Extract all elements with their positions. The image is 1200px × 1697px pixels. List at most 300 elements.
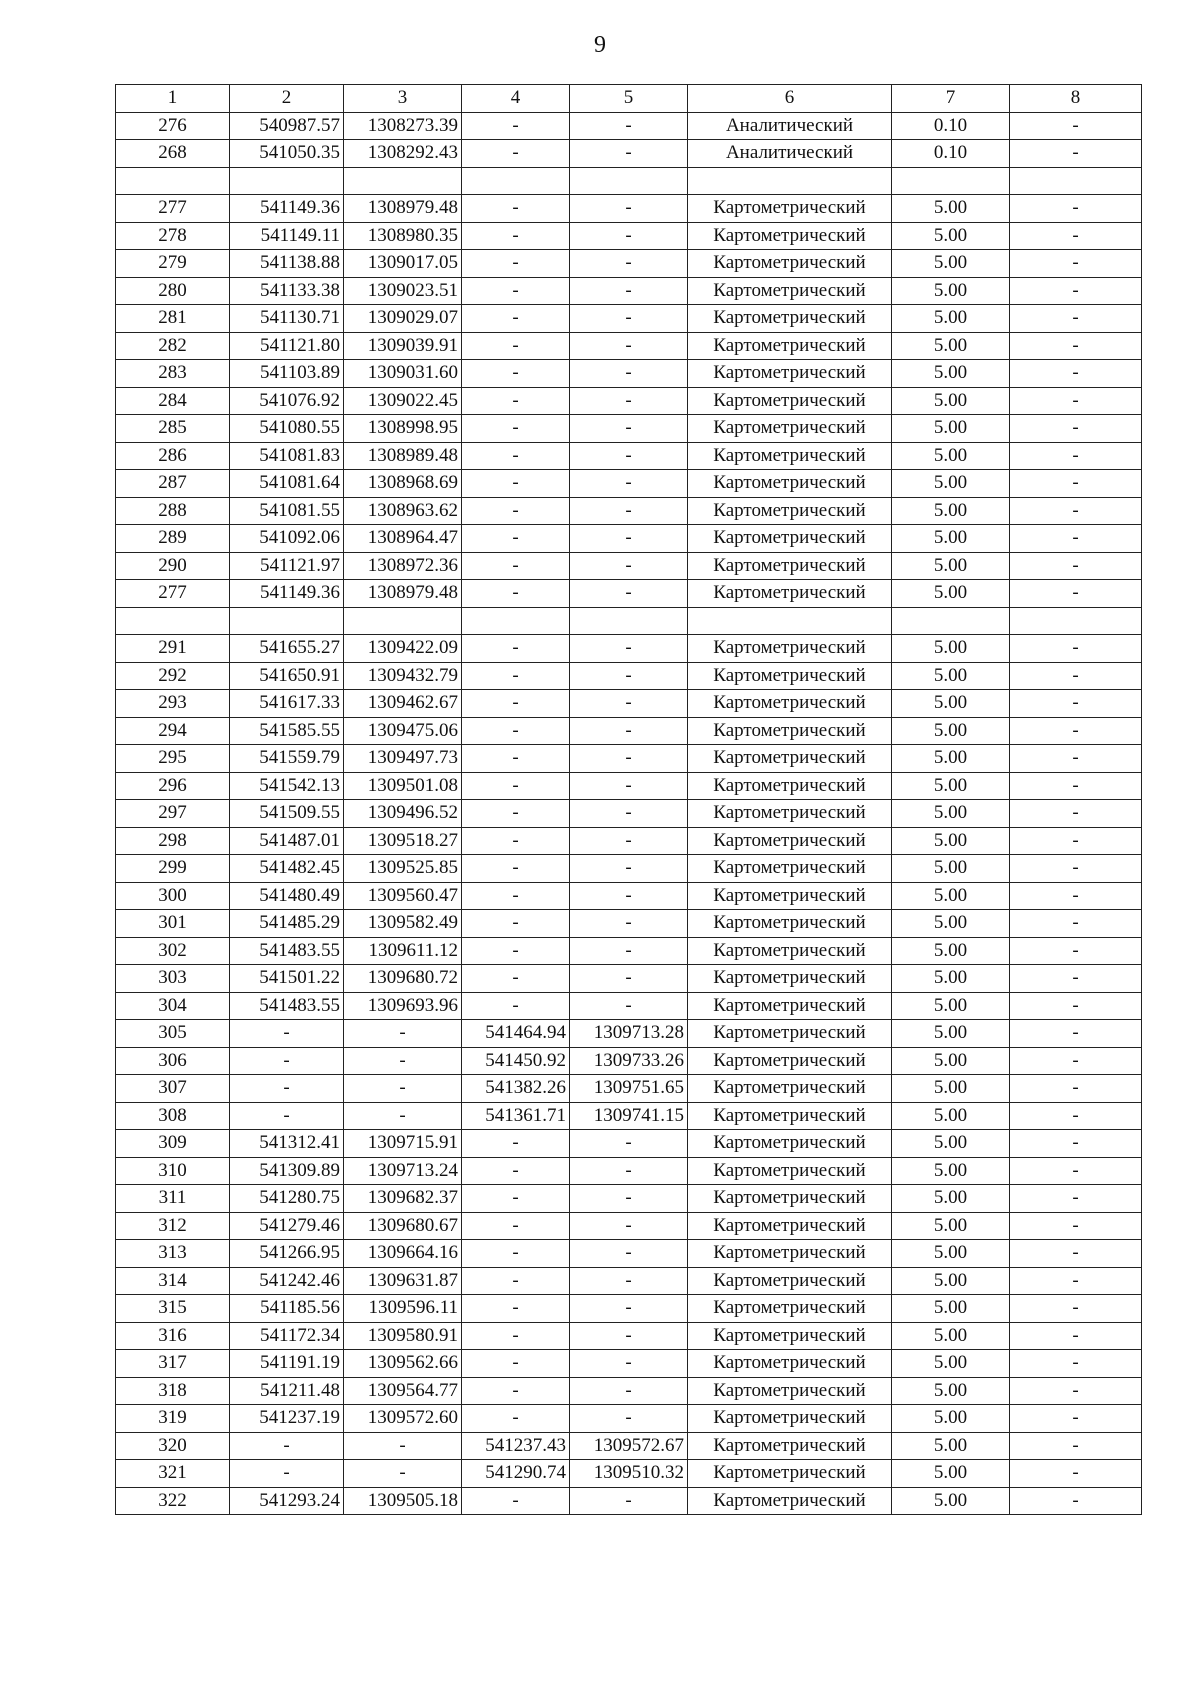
table-cell: - (462, 525, 570, 553)
table-cell: 541149.11 (230, 222, 344, 250)
table-cell: - (462, 1130, 570, 1158)
table-cell: 293 (116, 690, 230, 718)
table-cell: 541293.24 (230, 1487, 344, 1515)
table-cell: - (1010, 1432, 1142, 1460)
table-cell: Картометрический (688, 1185, 892, 1213)
table-cell: 1309682.37 (344, 1185, 462, 1213)
table-cell: 316 (116, 1322, 230, 1350)
table-cell: 5.00 (892, 1487, 1010, 1515)
table-row (116, 470, 1142, 498)
table-cell: 307 (116, 1075, 230, 1103)
table-cell: - (462, 470, 570, 498)
table-cell: - (462, 442, 570, 470)
table-cell: - (570, 662, 688, 690)
separator-row (116, 607, 1142, 635)
table-cell (570, 167, 688, 195)
table-cell (116, 167, 230, 195)
table-cell: - (462, 332, 570, 360)
table-cell: Картометрический (688, 387, 892, 415)
table-cell: 541237.43 (462, 1432, 570, 1460)
table-cell: 1308968.69 (344, 470, 462, 498)
table-row (116, 690, 1142, 718)
table-cell: - (570, 992, 688, 1020)
table-cell: 1309664.16 (344, 1240, 462, 1268)
table-cell: - (570, 580, 688, 608)
table-cell: 1308979.48 (344, 195, 462, 223)
table-cell: - (462, 1487, 570, 1515)
table-row (116, 745, 1142, 773)
table-cell: 1309715.91 (344, 1130, 462, 1158)
table-cell: 5.00 (892, 1295, 1010, 1323)
table-cell: - (570, 140, 688, 168)
table-cell: Картометрический (688, 277, 892, 305)
table-cell: 541483.55 (230, 937, 344, 965)
table-cell: Картометрический (688, 470, 892, 498)
table-cell: - (1010, 1020, 1142, 1048)
table-cell: 1309580.91 (344, 1322, 462, 1350)
table-cell: 298 (116, 827, 230, 855)
table-cell: - (344, 1047, 462, 1075)
column-header: 3 (344, 85, 462, 113)
table-cell: 541585.55 (230, 717, 344, 745)
table-body (116, 112, 1142, 1515)
table-cell: 321 (116, 1460, 230, 1488)
table-cell: - (1010, 1130, 1142, 1158)
table-cell: - (462, 1350, 570, 1378)
table-cell: - (462, 800, 570, 828)
table-cell: 319 (116, 1405, 230, 1433)
table-cell: - (1010, 910, 1142, 938)
table-row (116, 525, 1142, 553)
separator-row (116, 167, 1142, 195)
table-cell: - (1010, 140, 1142, 168)
table-cell (116, 607, 230, 635)
table-cell: 5.00 (892, 470, 1010, 498)
table-cell: - (462, 580, 570, 608)
table-row (116, 1487, 1142, 1515)
table-cell: 541309.89 (230, 1157, 344, 1185)
table-cell: 279 (116, 250, 230, 278)
table-cell: 5.00 (892, 580, 1010, 608)
coordinates-table (115, 84, 1142, 1515)
table-cell: - (462, 745, 570, 773)
table-cell: 1309572.67 (570, 1432, 688, 1460)
table-cell: - (462, 910, 570, 938)
table-cell: - (1010, 1322, 1142, 1350)
table-row (116, 1350, 1142, 1378)
table-cell: - (570, 717, 688, 745)
table-cell: - (462, 882, 570, 910)
table-cell: 1308972.36 (344, 552, 462, 580)
table-cell: 541185.56 (230, 1295, 344, 1323)
table-row (116, 332, 1142, 360)
table-cell: - (462, 1212, 570, 1240)
table-row (116, 1240, 1142, 1268)
table-cell: - (1010, 937, 1142, 965)
table-cell: 317 (116, 1350, 230, 1378)
table-row (116, 442, 1142, 470)
table-cell: - (570, 415, 688, 443)
table-cell: Картометрический (688, 1295, 892, 1323)
table-cell: 322 (116, 1487, 230, 1515)
table-row (116, 992, 1142, 1020)
table-cell: Картометрический (688, 442, 892, 470)
table-cell: Картометрический (688, 1460, 892, 1488)
table-cell: 541149.36 (230, 195, 344, 223)
table-cell: 541480.49 (230, 882, 344, 910)
table-cell: 320 (116, 1432, 230, 1460)
column-header: 4 (462, 85, 570, 113)
table-cell: - (462, 690, 570, 718)
table-cell: 541450.92 (462, 1047, 570, 1075)
table-cell: 541076.92 (230, 387, 344, 415)
table-cell: - (230, 1432, 344, 1460)
table-cell: 5.00 (892, 772, 1010, 800)
table-cell: - (462, 965, 570, 993)
table-header (116, 85, 1142, 113)
table-cell: 541382.26 (462, 1075, 570, 1103)
table-cell: 541559.79 (230, 745, 344, 773)
table-cell: Картометрический (688, 800, 892, 828)
table-cell: 1309741.15 (570, 1102, 688, 1130)
table-cell: - (462, 1267, 570, 1295)
table-cell: - (1010, 635, 1142, 663)
table-cell: - (1010, 470, 1142, 498)
table-cell: Картометрический (688, 1212, 892, 1240)
table-cell: - (462, 1240, 570, 1268)
table-row (116, 635, 1142, 663)
table-cell: 1309518.27 (344, 827, 462, 855)
table-cell: - (230, 1075, 344, 1103)
table-row (116, 1102, 1142, 1130)
table-cell: 1309733.26 (570, 1047, 688, 1075)
table-cell: 1309560.47 (344, 882, 462, 910)
table-cell: 5.00 (892, 1432, 1010, 1460)
table-cell: - (570, 965, 688, 993)
table-cell: 1309631.87 (344, 1267, 462, 1295)
table-cell: - (570, 277, 688, 305)
table-cell: 1309505.18 (344, 1487, 462, 1515)
table-cell: 5.00 (892, 332, 1010, 360)
column-header: 6 (688, 85, 892, 113)
table-cell: 541487.01 (230, 827, 344, 855)
table-row (116, 1157, 1142, 1185)
table-cell: - (1010, 717, 1142, 745)
table-row (116, 937, 1142, 965)
table-cell: 5.00 (892, 800, 1010, 828)
table-cell: - (1010, 690, 1142, 718)
table-cell: 280 (116, 277, 230, 305)
table-cell: Картометрический (688, 332, 892, 360)
table-cell: 314 (116, 1267, 230, 1295)
table-cell: Картометрический (688, 690, 892, 718)
table-cell: - (570, 772, 688, 800)
column-header: 5 (570, 85, 688, 113)
table-cell: - (462, 992, 570, 1020)
table-cell (230, 607, 344, 635)
table-cell: - (570, 855, 688, 883)
table-cell: Картометрический (688, 580, 892, 608)
table-cell: 5.00 (892, 827, 1010, 855)
table-cell: Картометрический (688, 717, 892, 745)
table-cell: - (462, 662, 570, 690)
table-cell: - (344, 1432, 462, 1460)
table-cell: Картометрический (688, 1432, 892, 1460)
table-row (116, 497, 1142, 525)
table-cell: 541050.35 (230, 140, 344, 168)
table-cell: - (462, 195, 570, 223)
table-cell: Картометрический (688, 222, 892, 250)
table-cell: 1309562.66 (344, 1350, 462, 1378)
table-cell: Картометрический (688, 855, 892, 883)
table-cell: 541650.91 (230, 662, 344, 690)
table-cell: - (462, 112, 570, 140)
table-cell: 1309432.79 (344, 662, 462, 690)
table-cell: - (570, 552, 688, 580)
table-cell: Аналитический (688, 112, 892, 140)
table-cell: Картометрический (688, 910, 892, 938)
table-cell: 541542.13 (230, 772, 344, 800)
table-cell: 311 (116, 1185, 230, 1213)
table-cell: Картометрический (688, 1405, 892, 1433)
header-row (116, 85, 1142, 113)
table-cell: Картометрический (688, 772, 892, 800)
table-cell: 541133.38 (230, 277, 344, 305)
table-cell: - (570, 250, 688, 278)
table-cell: 541242.46 (230, 1267, 344, 1295)
table-cell: 1309422.09 (344, 635, 462, 663)
table-cell: - (462, 552, 570, 580)
table-cell: 541130.71 (230, 305, 344, 333)
table-cell: Картометрический (688, 965, 892, 993)
table-cell: - (462, 1377, 570, 1405)
table-cell: - (1010, 745, 1142, 773)
table-cell: Картометрический (688, 497, 892, 525)
table-cell: 541482.45 (230, 855, 344, 883)
table-cell: - (1010, 415, 1142, 443)
table-row (116, 387, 1142, 415)
table-cell: - (462, 305, 570, 333)
table-cell: - (1010, 1405, 1142, 1433)
table-cell: Картометрический (688, 662, 892, 690)
table-cell: 5.00 (892, 965, 1010, 993)
table-cell: 1309525.85 (344, 855, 462, 883)
table-cell: - (1010, 800, 1142, 828)
table-cell: - (1010, 112, 1142, 140)
table-cell: 5.00 (892, 1185, 1010, 1213)
table-cell: 301 (116, 910, 230, 938)
table-cell: 5.00 (892, 415, 1010, 443)
table-cell: 5.00 (892, 1322, 1010, 1350)
table-cell: Картометрический (688, 195, 892, 223)
table-cell: 299 (116, 855, 230, 883)
table-cell: 305 (116, 1020, 230, 1048)
table-cell: 541092.06 (230, 525, 344, 553)
table-cell: - (1010, 332, 1142, 360)
table-cell: 1309713.28 (570, 1020, 688, 1048)
table-cell: - (462, 497, 570, 525)
table-cell: - (1010, 1267, 1142, 1295)
table-cell: 1309564.77 (344, 1377, 462, 1405)
table-cell: Картометрический (688, 1020, 892, 1048)
table-cell: 541483.55 (230, 992, 344, 1020)
table-cell: 285 (116, 415, 230, 443)
table-row (116, 222, 1142, 250)
table-row (116, 717, 1142, 745)
table-row (116, 882, 1142, 910)
table-cell: 5.00 (892, 690, 1010, 718)
table-cell: - (570, 937, 688, 965)
table-cell: - (462, 635, 570, 663)
table-cell: Картометрический (688, 1240, 892, 1268)
table-cell (570, 607, 688, 635)
table-cell: - (1010, 222, 1142, 250)
table-cell: 541237.19 (230, 1405, 344, 1433)
table-row (116, 140, 1142, 168)
table-cell: 541290.74 (462, 1460, 570, 1488)
table-cell: 1308273.39 (344, 112, 462, 140)
table-cell: - (570, 1295, 688, 1323)
table-cell: 5.00 (892, 910, 1010, 938)
table-cell: 5.00 (892, 250, 1010, 278)
table-cell: 5.00 (892, 635, 1010, 663)
table-row (116, 662, 1142, 690)
table-cell: - (1010, 360, 1142, 388)
table-cell: 1308292.43 (344, 140, 462, 168)
table-cell: 1309510.32 (570, 1460, 688, 1488)
table-row (116, 1322, 1142, 1350)
table-cell: - (1010, 1377, 1142, 1405)
table-cell: - (1010, 1157, 1142, 1185)
table-cell: 541509.55 (230, 800, 344, 828)
table-cell: 276 (116, 112, 230, 140)
table-cell: - (570, 690, 688, 718)
table-cell: 5.00 (892, 195, 1010, 223)
table-cell: 541149.36 (230, 580, 344, 608)
table-cell: - (462, 772, 570, 800)
table-cell: - (1010, 855, 1142, 883)
table-cell (344, 607, 462, 635)
table-cell: - (570, 112, 688, 140)
table-cell: 286 (116, 442, 230, 470)
table-cell: - (1010, 965, 1142, 993)
table-cell: - (1010, 1350, 1142, 1378)
table-cell: 1309462.67 (344, 690, 462, 718)
table-row (116, 827, 1142, 855)
table-cell: 296 (116, 772, 230, 800)
table-cell: - (462, 855, 570, 883)
table-cell: 5.00 (892, 222, 1010, 250)
table-row (116, 1020, 1142, 1048)
table-cell: 541312.41 (230, 1130, 344, 1158)
table-cell: 1309475.06 (344, 717, 462, 745)
table-cell: 541172.34 (230, 1322, 344, 1350)
table-cell: 318 (116, 1377, 230, 1405)
table-cell: - (570, 195, 688, 223)
table-cell: - (570, 387, 688, 415)
table-cell: 306 (116, 1047, 230, 1075)
table-cell: Картометрический (688, 1157, 892, 1185)
table-row (116, 1212, 1142, 1240)
table-cell: 5.00 (892, 1130, 1010, 1158)
table-cell: 541080.55 (230, 415, 344, 443)
table-cell (230, 167, 344, 195)
table-cell: - (462, 387, 570, 415)
table-cell: - (344, 1020, 462, 1048)
table-cell: - (570, 1130, 688, 1158)
table-cell: 292 (116, 662, 230, 690)
table-cell: 541081.83 (230, 442, 344, 470)
table-cell: 541121.97 (230, 552, 344, 580)
table-row (116, 360, 1142, 388)
table-cell: Картометрический (688, 525, 892, 553)
table-cell: 5.00 (892, 1020, 1010, 1048)
table-cell: 310 (116, 1157, 230, 1185)
table-cell: 282 (116, 332, 230, 360)
table-cell: 541501.22 (230, 965, 344, 993)
table-cell: 5.00 (892, 717, 1010, 745)
table-cell (1010, 167, 1142, 195)
table-cell: 1309029.07 (344, 305, 462, 333)
table-cell: 303 (116, 965, 230, 993)
table-row (116, 305, 1142, 333)
table-cell: 5.00 (892, 1240, 1010, 1268)
table-cell: 302 (116, 937, 230, 965)
table-cell: 289 (116, 525, 230, 553)
table-cell: - (1010, 1240, 1142, 1268)
table-cell (462, 607, 570, 635)
table-cell: 541081.64 (230, 470, 344, 498)
table-cell: - (1010, 772, 1142, 800)
table-cell: - (570, 745, 688, 773)
table-cell: - (1010, 882, 1142, 910)
table-cell: 541138.88 (230, 250, 344, 278)
table-cell: - (344, 1460, 462, 1488)
table-cell: 1309611.12 (344, 937, 462, 965)
table-row (116, 1460, 1142, 1488)
table-cell: 5.00 (892, 1047, 1010, 1075)
table-cell: 541279.46 (230, 1212, 344, 1240)
table-row (116, 1377, 1142, 1405)
table-cell: - (570, 525, 688, 553)
table-row (116, 415, 1142, 443)
table-cell: Картометрический (688, 250, 892, 278)
column-header: 1 (116, 85, 230, 113)
table-cell: - (1010, 827, 1142, 855)
table-cell: 5.00 (892, 855, 1010, 883)
table-cell: - (344, 1102, 462, 1130)
table-cell: Картометрический (688, 1487, 892, 1515)
table-cell: 295 (116, 745, 230, 773)
table-cell: - (570, 1267, 688, 1295)
column-header: 7 (892, 85, 1010, 113)
table-cell: 5.00 (892, 992, 1010, 1020)
table-cell: - (570, 1405, 688, 1433)
table-cell: 5.00 (892, 1460, 1010, 1488)
table-cell: - (344, 1075, 462, 1103)
table-cell: 5.00 (892, 1267, 1010, 1295)
table-cell: - (1010, 662, 1142, 690)
table-cell: - (570, 635, 688, 663)
table-cell: 290 (116, 552, 230, 580)
table-row (116, 965, 1142, 993)
table-cell: 541191.19 (230, 1350, 344, 1378)
table-cell: 300 (116, 882, 230, 910)
table-row (116, 1432, 1142, 1460)
table-cell: 5.00 (892, 745, 1010, 773)
table-row (116, 1185, 1142, 1213)
table-cell: 5.00 (892, 882, 1010, 910)
